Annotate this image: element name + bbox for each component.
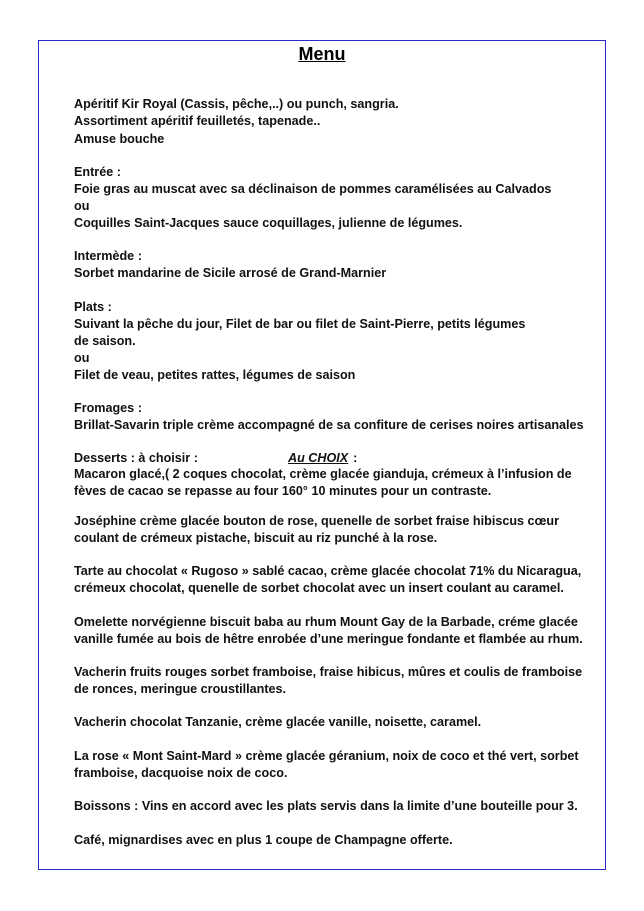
menu-line: Entrée : bbox=[74, 165, 121, 179]
menu-line: Intermède : bbox=[74, 249, 142, 263]
menu-line: Sorbet mandarine de Sicile arrosé de Grand-Marnier bbox=[74, 266, 387, 280]
menu-line: ou bbox=[74, 351, 90, 365]
menu-line: La rose « Mont Saint-Mard » crème glacée géranium, noix de coco et thé vert, sorbet bbox=[74, 749, 579, 763]
menu-line: Foie gras au muscat avec sa déclinaison de pommes caramélisées au Calvados bbox=[74, 182, 552, 196]
menu-line: de saison. bbox=[74, 334, 136, 348]
desserts-heading: Desserts : à choisir : bbox=[74, 451, 198, 465]
menu-line: Vacherin chocolat Tanzanie, crème glacée vanille, noisette, caramel. bbox=[74, 715, 482, 729]
menu-line: crémeux chocolat, quenelle de sorbet chocolat avec un insert coulant au caramel. bbox=[74, 581, 564, 595]
menu-line: Brillat-Savarin triple crème accompagné de sa confiture de cerises noires artisanales bbox=[74, 418, 584, 432]
desserts-heading-row bbox=[74, 450, 357, 466]
menu-line: Omelette norvégienne biscuit baba au rhum Mount Gay de la Barbade, créme glacée bbox=[74, 615, 578, 629]
menu-line: Amuse bouche bbox=[74, 132, 165, 146]
menu-line: Fromages : bbox=[74, 401, 142, 415]
au-choix-colon: : bbox=[353, 451, 358, 465]
menu-line: Vacherin fruits rouges sorbet framboise, fraise hibicus, mûres et coulis de framboise bbox=[74, 665, 583, 679]
menu-line: Filet de veau, petites rattes, légumes de saison bbox=[74, 368, 356, 382]
menu-line: framboise, dacquoise noix de coco. bbox=[74, 766, 288, 780]
menu-line: Suivant la pêche du jour, Filet de bar ou filet de Saint-Pierre, petits légumes bbox=[74, 317, 526, 331]
menu-line: Plats : bbox=[74, 300, 112, 314]
menu-line: coulant de crémeux pistache, biscuit au riz punché à la rose. bbox=[74, 531, 438, 545]
menu-line: Apéritif Kir Royal (Cassis, pêche,..) ou punch, sangria. bbox=[74, 97, 399, 111]
menu-line: ou bbox=[74, 199, 90, 213]
menu-line: Café, mignardises avec en plus 1 coupe de Champagne offerte. bbox=[74, 833, 453, 847]
menu-line: vanille fumée au bois de hêtre enrobée d’une meringue fondante et flambée au rhum. bbox=[74, 632, 583, 646]
menu-line: Tarte au chocolat « Rugoso » sablé cacao, crème glacée chocolat 71% du Nicaragua, bbox=[74, 564, 582, 578]
menu-line: Macaron glacé,( 2 coques chocolat, crème glacée gianduja, crémeux à l’infusion de bbox=[74, 467, 572, 481]
page-title: Menu bbox=[298, 44, 346, 64]
au-choix-label: Au CHOIX bbox=[288, 451, 349, 465]
menu-line: Coquilles Saint-Jacques sauce coquillages, julienne de légumes. bbox=[74, 216, 463, 230]
menu-line: Assortiment apéritif feuilletés, tapenade.. bbox=[74, 114, 321, 128]
menu-line: Joséphine crème glacée bouton de rose, quenelle de sorbet fraise hibiscus cœur bbox=[74, 514, 560, 528]
menu-line: fèves de cacao se repasse au four 160° 10 minutes pour un contraste. bbox=[74, 484, 492, 498]
menu-line: Boissons : Vins en accord avec les plats servis dans la limite d’une bouteille pour 3. bbox=[74, 799, 578, 813]
menu-line: de ronces, meringue croustillantes. bbox=[74, 682, 287, 696]
